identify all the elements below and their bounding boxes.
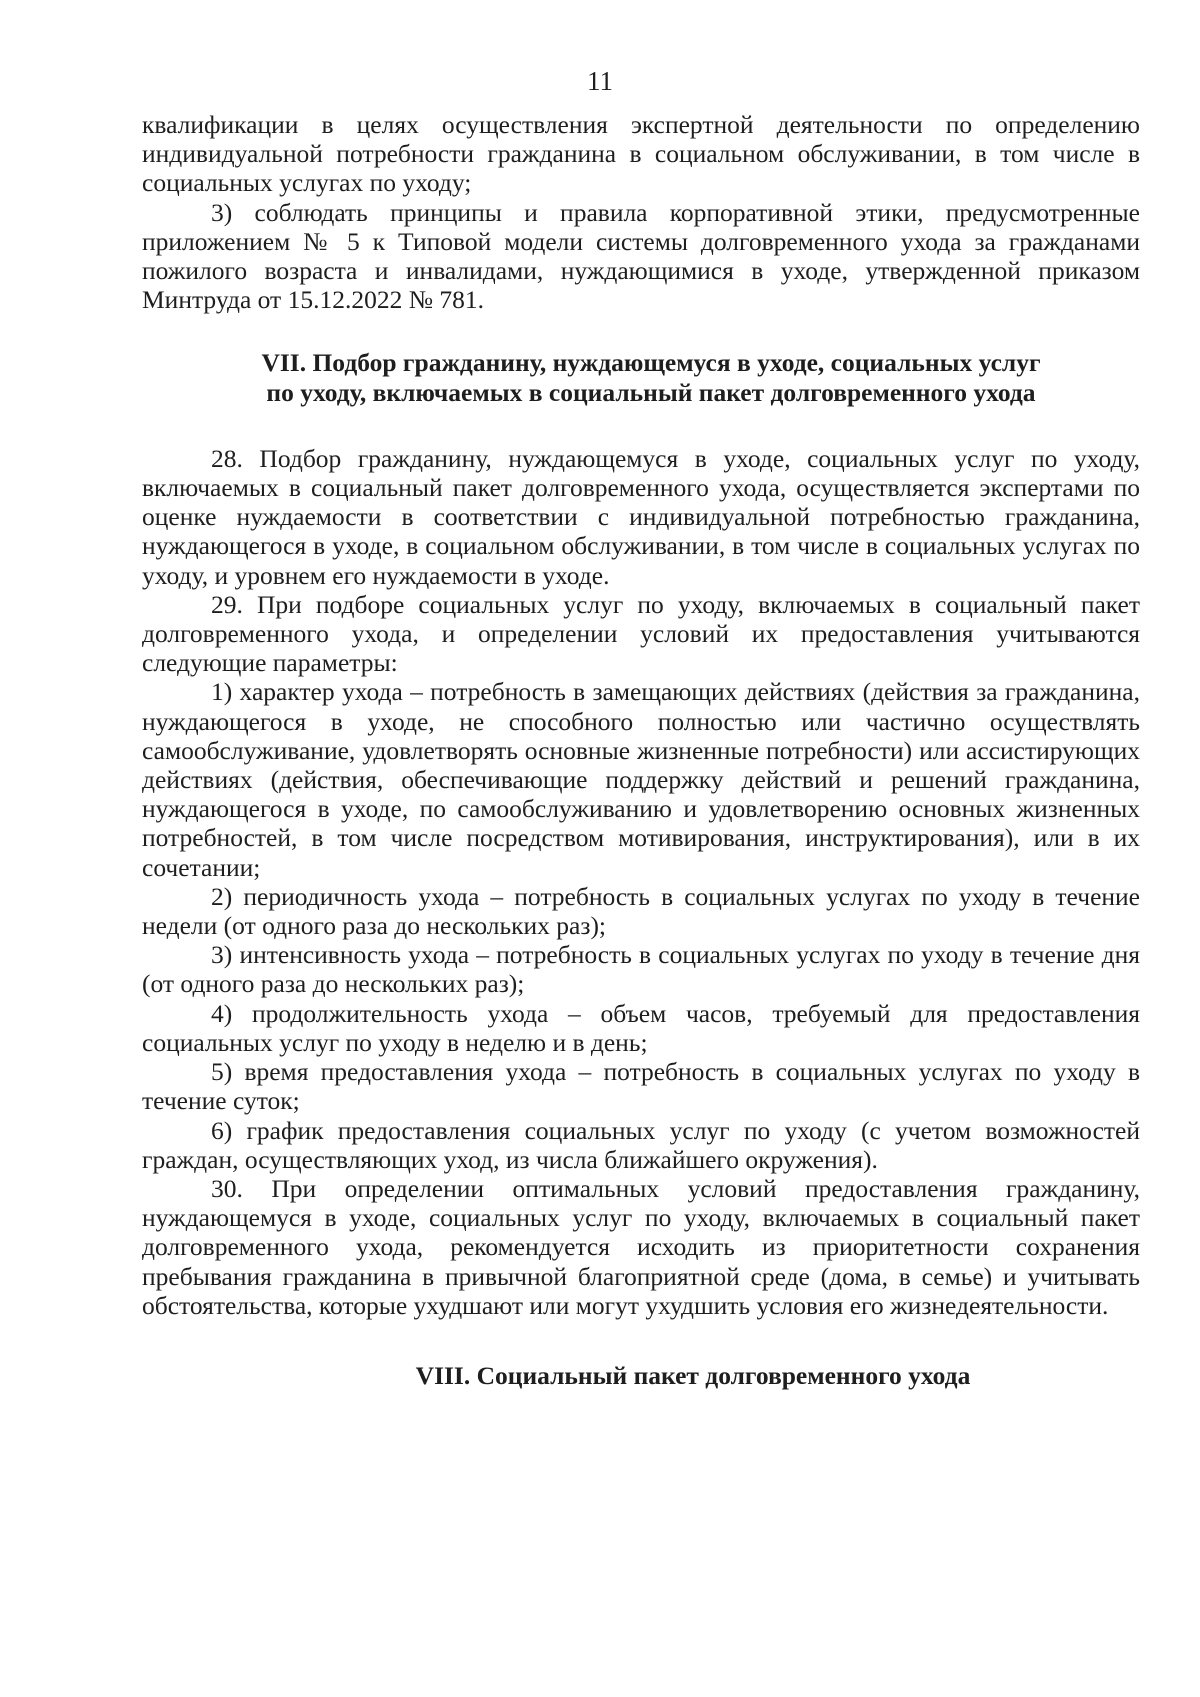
paragraph-29-item-4: 4) продолжительность ухода – объем часов, требуемый для предоставления социальных услуг по уходу в неделю и в день; <box>142 998 1140 1057</box>
section-7-heading: VII. Подбор гражданину, нуждающемуся в уходе, социальных услуг по уходу, включаемых в социальный пакет долговременного ухода <box>261 348 1041 407</box>
section-8-heading: VIII. Социальный пакет долговременного ухода <box>415 1360 971 1390</box>
paragraph-30: 30. При определении оптимальных условий предоставления гражданину, нуждающемуся в уходе, социальных услуг по уходу, включаемых в социальный пакет долговременного ухода, рекомендуется исходить из приоритетности сохранения пребывания гражданина в привычной благоприятной среде (дома, в семье) и учитывать обстоятельства, которые ухудшают или могут ухудшить условия его жизнедеятельности. <box>142 1173 1140 1320</box>
document-body <box>142 110 1140 1390</box>
paragraph-item-3: 3) соблюдать принципы и правила корпоративной этики, предусмотренные приложением № 5 к Типовой модели системы долговременного ухода за гражданами пожилого возраста и инвалидами, нуждающимися в уходе, утвержденной приказом Минтруда от 15.12.2022 № 781. <box>142 197 1140 315</box>
paragraph-29: 29. При подборе социальных услуг по уходу, включаемых в социальный пакет долговременного ухода, и определении условий их предоставления учитываются следующие параметры: <box>142 589 1140 678</box>
paragraph-29-item-6: 6) график предоставления социальных услуг по уходу (с учетом возможностей граждан, осуществляющих уход, из числа ближайшего окружения). <box>142 1115 1140 1174</box>
paragraph-29-item-5: 5) время предоставления ухода – потребность в социальных услугах по уходу в течение суток; <box>142 1057 1140 1116</box>
paragraph-continuation: квалификации в целях осуществления экспертной деятельности по определению индивидуальной потребности гражданина в социальном обслуживании, в том числе в социальных услугах по уходу; <box>142 110 1140 198</box>
page-number: 11 <box>587 66 613 96</box>
paragraph-29-item-3: 3) интенсивность ухода – потребность в социальных услугах по уходу в течение дня (от одного раза до нескольких раз); <box>142 940 1140 999</box>
paragraph-29-item-1: 1) характер ухода – потребность в замещающих действиях (действия за гражданина, нуждающегося в уходе, не способного полностью или частично осуществлять самообслуживание, удовлетворять основные жизненные потребности) или ассистирующих действиях (действия, обеспечивающие поддержку действий и решений гражданина, нуждающегося в уходе, по самообслуживанию и удовлетворению основных жизненных потребностей, в том числе посредством мотивирования, инструктирования), или в их сочетании; <box>142 677 1140 882</box>
paragraph-28: 28. Подбор гражданину, нуждающемуся в уходе, социальных услуг по уходу, включаемых в социальный пакет долговременного ухода, осуществляется экспертами по оценке нуждаемости в соответствии с индивидуальной потребностью гражданина, нуждающегося в уходе, в социальном обслуживании, в том числе в социальных услугах по уходу, и уровнем его нуждаемости в уходе. <box>142 443 1140 590</box>
paragraph-29-item-2: 2) периодичность ухода – потребность в социальных услугах по уходу в течение недели (от одного раза до нескольких раз); <box>142 881 1140 941</box>
